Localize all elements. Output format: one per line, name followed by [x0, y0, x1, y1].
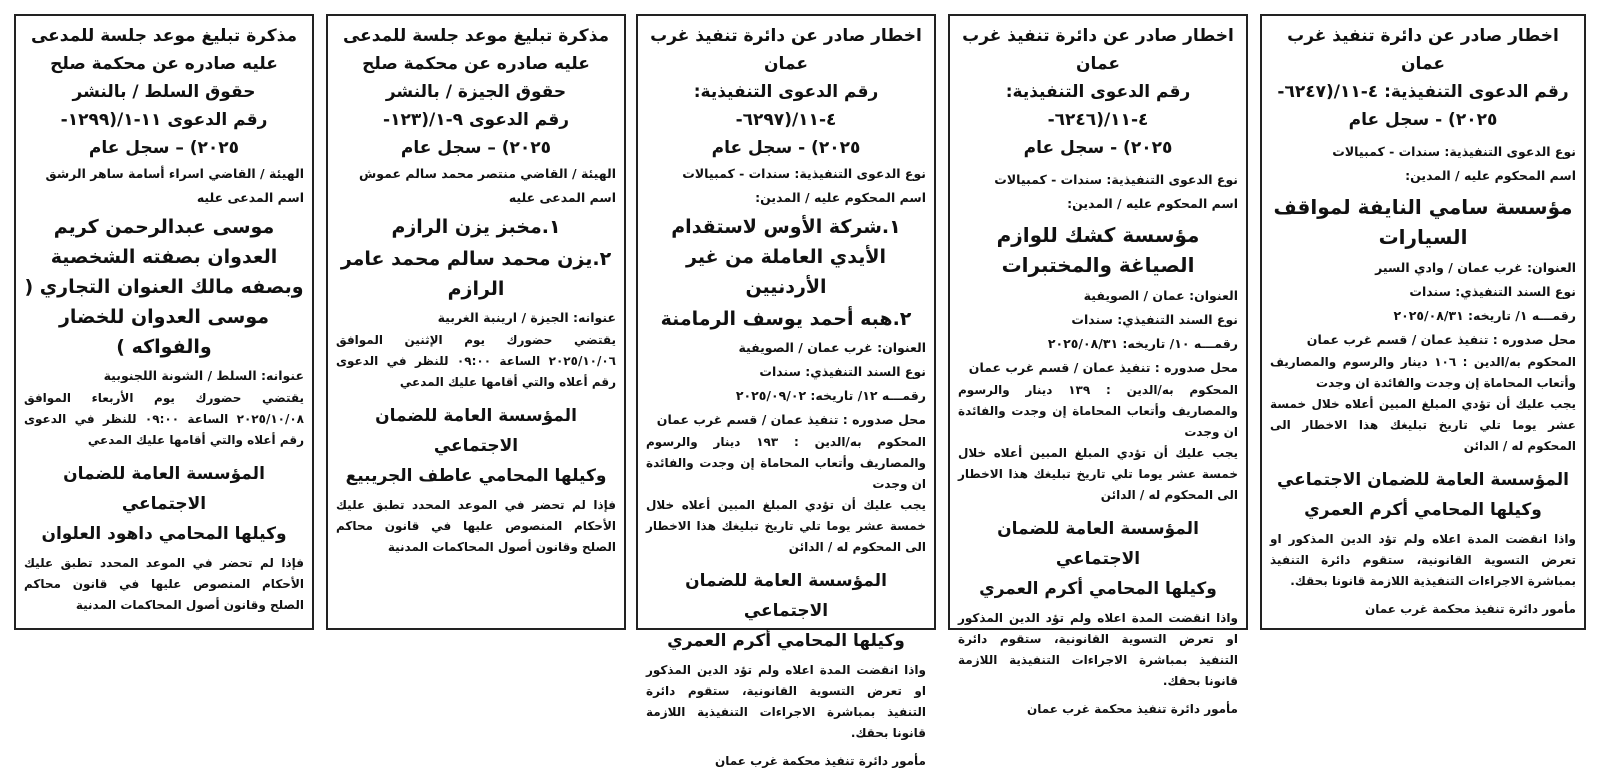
notice-column-1: [1260, 14, 1586, 630]
plaintiff-name: المؤسسة العامة للضمان الاجتماعي: [63, 464, 265, 514]
notice-title: مذكرة تبليغ موعد جلسة للمدعى عليه صادره عن محكمة صلح حقوق السلط / بالنشر: [30, 26, 298, 102]
bond-type: نوع السند التنفيذي: سندات: [1409, 284, 1576, 299]
address: عنوانه: الجيزة / ارينبة الغربية: [437, 310, 616, 325]
signatory: مأمور دائرة تنفيذ محكمة غرب عمان: [715, 754, 926, 768]
warning: واذا انقضت المدة اعلاه ولم تؤد الدين المذكور او تعرض التسوية القانونية، ستقوم دائرة التنفيذ بمباشرة الاجراءات التنفيذية اللازمة قانونا بحقك.: [1270, 532, 1576, 588]
case-number-cont: ٢٠٢٥) - سجل عام: [711, 138, 861, 158]
case-number-cont: ٢٠٢٥) - سجل عام: [1348, 110, 1498, 130]
address: عنوانه: السلط / الشونة اللجنوبية: [103, 368, 304, 383]
bond-number: رقمـــه ١٢/ تاريخه: ٢٠٢٥/٠٩/٠٢: [735, 388, 926, 403]
defendant-name: مؤسسة كشك للوازم الصياغة والمختبرات: [996, 223, 1200, 277]
defendant-label: اسم المدعى عليه: [508, 190, 616, 205]
notice-title: اخطار صادر عن دائرة تنفيذ غرب عمان: [1287, 26, 1559, 74]
defendant-label: اسم المدعى عليه: [196, 190, 304, 205]
creditor-block: [646, 566, 926, 656]
defendant-label: اسم المحكوم عليه / المدين:: [1067, 196, 1238, 211]
case-number: رقم الدعوى ١١-١/(١٢٩٩-: [60, 110, 268, 130]
signatory: مأمور دائرة تنفيذ محكمة غرب عمان: [1365, 602, 1576, 616]
amount: المحكوم به/الدين : ١٩٣ دينار والرسوم والمصاريف وأتعاب المحاماة إن وجدت والفائدة ان وجدت: [646, 435, 926, 491]
instruction: يجب عليك أن تؤدي المبلغ المبين أعلاه خلال خمسة عشر يوما تلي تاريخ تبليغك هذا الاخطار الى المحكوم له / الدائن: [1270, 397, 1576, 453]
creditor-name: المؤسسة العامة للضمان الاجتماعي: [1276, 470, 1569, 490]
address: العنوان: غرب عمان / وادي السير: [1375, 260, 1576, 275]
notice-column-3: [636, 14, 936, 768]
defendant-label: اسم المحكوم عليه / المدين:: [1405, 168, 1576, 183]
plaintiff-lawyer: وكيلها المحامي داهود العلوان: [41, 524, 287, 544]
creditor-block: [1270, 465, 1576, 525]
creditor-name: المؤسسة العامة للضمان الاجتماعي: [997, 519, 1199, 569]
case-type: نوع الدعوى التنفيذية: سندات - كمبيالات: [1332, 144, 1576, 159]
case-number: رقم الدعوى التنفيذية: ٤-١١/(٦٢٤٧-: [1277, 82, 1569, 102]
plaintiff-block: [336, 401, 616, 491]
defendant-name: مؤسسة سامي النايفة لمواقف السيارات: [1273, 195, 1573, 249]
case-number-cont: ٢٠٢٥) – سجل عام: [88, 138, 240, 158]
case-number-cont: ٢٠٢٥) – سجل عام: [400, 138, 552, 158]
notice-column-2: [948, 14, 1248, 716]
defendant-1: ١.شركة الأوس لاستقدام الأيدي العاملة من غير الأردنيين: [671, 216, 901, 298]
plaintiff-block: [24, 459, 304, 549]
case-type: نوع الدعوى التنفيذية: سندات - كمبيالات: [994, 172, 1238, 187]
defendant-2: ٢.يزن محمد سالم محمد عامر الرازم: [340, 248, 612, 300]
warning: فإذا لم تحضر في الموعد المحدد تطبق عليك الأحكام المنصوص عليها في قانون محاكم الصلح وقانون أصول المحاكمات المدنية: [24, 556, 304, 612]
issue-place: محل صدوره : تنفيذ عمان / قسم غرب عمان: [1306, 332, 1576, 347]
instruction: يجب عليك أن تؤدي المبلغ المبين أعلاه خلال خمسة عشر يوما تلي تاريخ تبليغك هذا الاخطار الى المحكوم له / الدائن: [646, 498, 926, 554]
creditor-lawyer: وكيلها المحامي أكرم العمري: [667, 631, 905, 651]
bond-type: نوع السند التنفيذي: سندات: [1071, 312, 1238, 327]
amount: المحكوم به/الدين : ١٠٦ دينار والرسوم والمصاريف وأتعاب المحاماة إن وجدت والفائدة ان وجدت: [1270, 355, 1576, 390]
case-number-cont: ٢٠٢٥) - سجل عام: [1023, 138, 1173, 158]
panel: الهيئة / القاضي اسراء أسامة ساهر الرشق: [45, 166, 304, 181]
bond-number: رقمـــه ١/ تاريخه: ٢٠٢٥/٠٨/٣١: [1393, 308, 1576, 323]
defendant-name: موسى عبدالرحمن كريم العدوان بصفته الشخصية وبصفه مالك العنوان التجاري ( موسى العدوان للخضار والفواكه ): [24, 216, 304, 358]
case-number: رقم الدعوى التنفيذية: ٤-١١/(٦٢٩٧-: [693, 82, 879, 130]
creditor-lawyer: وكيلها المحامي أكرم العمري: [979, 579, 1217, 599]
notice-column-4: [326, 14, 626, 630]
notice-column-5: [14, 14, 314, 630]
creditor-lawyer: وكيلها المحامي أكرم العمري: [1304, 500, 1542, 520]
warning: واذا انقضت المدة اعلاه ولم تؤد الدين المذكور او تعرض التسوية القانونية، ستقوم دائرة التنفيذ بمباشرة الاجراءات التنفيذية اللازمة قانونا بحقك.: [646, 663, 926, 740]
plaintiff-name: المؤسسة العامة للضمان الاجتماعي: [375, 406, 577, 456]
instruction: يجب عليك أن تؤدي المبلغ المبين أعلاه خلال خمسة عشر يوما تلي تاريخ تبليغك هذا الاخطار الى المحكوم له / الدائن: [958, 446, 1238, 502]
issue-place: محل صدوره : تنفيذ عمان / قسم غرب عمان: [656, 412, 926, 427]
address: العنوان: عمان / الصويفية: [1083, 288, 1238, 303]
creditor-block: [958, 514, 1238, 604]
case-number: رقم الدعوى ٩-١/(١٢٣-: [383, 110, 569, 130]
hearing-details: يقتضي حضورك يوم الأربعاء الموافق ٢٠٢٥/١٠/٠٨ الساعة ٠٩:٠٠ للنظر في الدعوى رقم أعلاه والتي أقامها عليك المدعي: [24, 391, 304, 447]
bond-type: نوع السند التنفيذي: سندات: [759, 364, 926, 379]
case-number: رقم الدعوى التنفيذية: ٤-١١/(٦٢٤٦-: [1005, 82, 1191, 130]
notice-title: اخطار صادر عن دائرة تنفيذ غرب عمان: [962, 26, 1234, 74]
warning: فإذا لم تحضر في الموعد المحدد تطبق عليك الأحكام المنصوص عليها في قانون محاكم الصلح وقانون أصول المحاكمات المدنية: [336, 498, 616, 554]
creditor-name: المؤسسة العامة للضمان الاجتماعي: [685, 571, 887, 621]
defendant-2: ٢.هبه أحمد يوسف الرمامنة: [660, 308, 912, 330]
bond-number: رقمـــه ١٠/ تاريخه: ٢٠٢٥/٠٨/٣١: [1047, 336, 1238, 351]
plaintiff-lawyer: وكيلها المحامي عاطف الجريبيع: [345, 466, 607, 486]
issue-place: محل صدوره : تنفيذ عمان / قسم غرب عمان: [968, 360, 1238, 375]
notice-title: اخطار صادر عن دائرة تنفيذ غرب عمان: [650, 26, 922, 74]
notice-title: مذكرة تبليغ موعد جلسة للمدعى عليه صادره عن محكمة صلح حقوق الجيزة / بالنشر: [342, 26, 610, 102]
amount: المحكوم به/الدين : ١٣٩ دينار والرسوم والمصاريف وأتعاب المحاماة إن وجدت والفائدة ان وجدت: [958, 383, 1238, 439]
defendant-1: ١.مخبز يزن الرازم: [391, 216, 561, 238]
address: العنوان: غرب عمان / الصويفية: [738, 340, 926, 355]
defendant-label: اسم المحكوم عليه / المدين:: [755, 190, 926, 205]
case-type: نوع الدعوى التنفيذية: سندات - كمبيالات: [682, 166, 926, 181]
panel: الهيئة / القاضي منتصر محمد سالم عموش: [359, 166, 616, 181]
hearing-details: يقتضي حضورك يوم الإثنين الموافق ٢٠٢٥/١٠/٠٦ الساعة ٠٩:٠٠ للنظر في الدعوى رقم أعلاه والتي أقامها عليك المدعي: [336, 333, 616, 389]
signatory: مأمور دائرة تنفيذ محكمة غرب عمان: [1027, 702, 1238, 716]
warning: واذا انقضت المدة اعلاه ولم تؤد الدين المذكور او تعرض التسوية القانونية، ستقوم دائرة التنفيذ بمباشرة الاجراءات التنفيذية اللازمة قانونا بحقك.: [958, 611, 1238, 688]
